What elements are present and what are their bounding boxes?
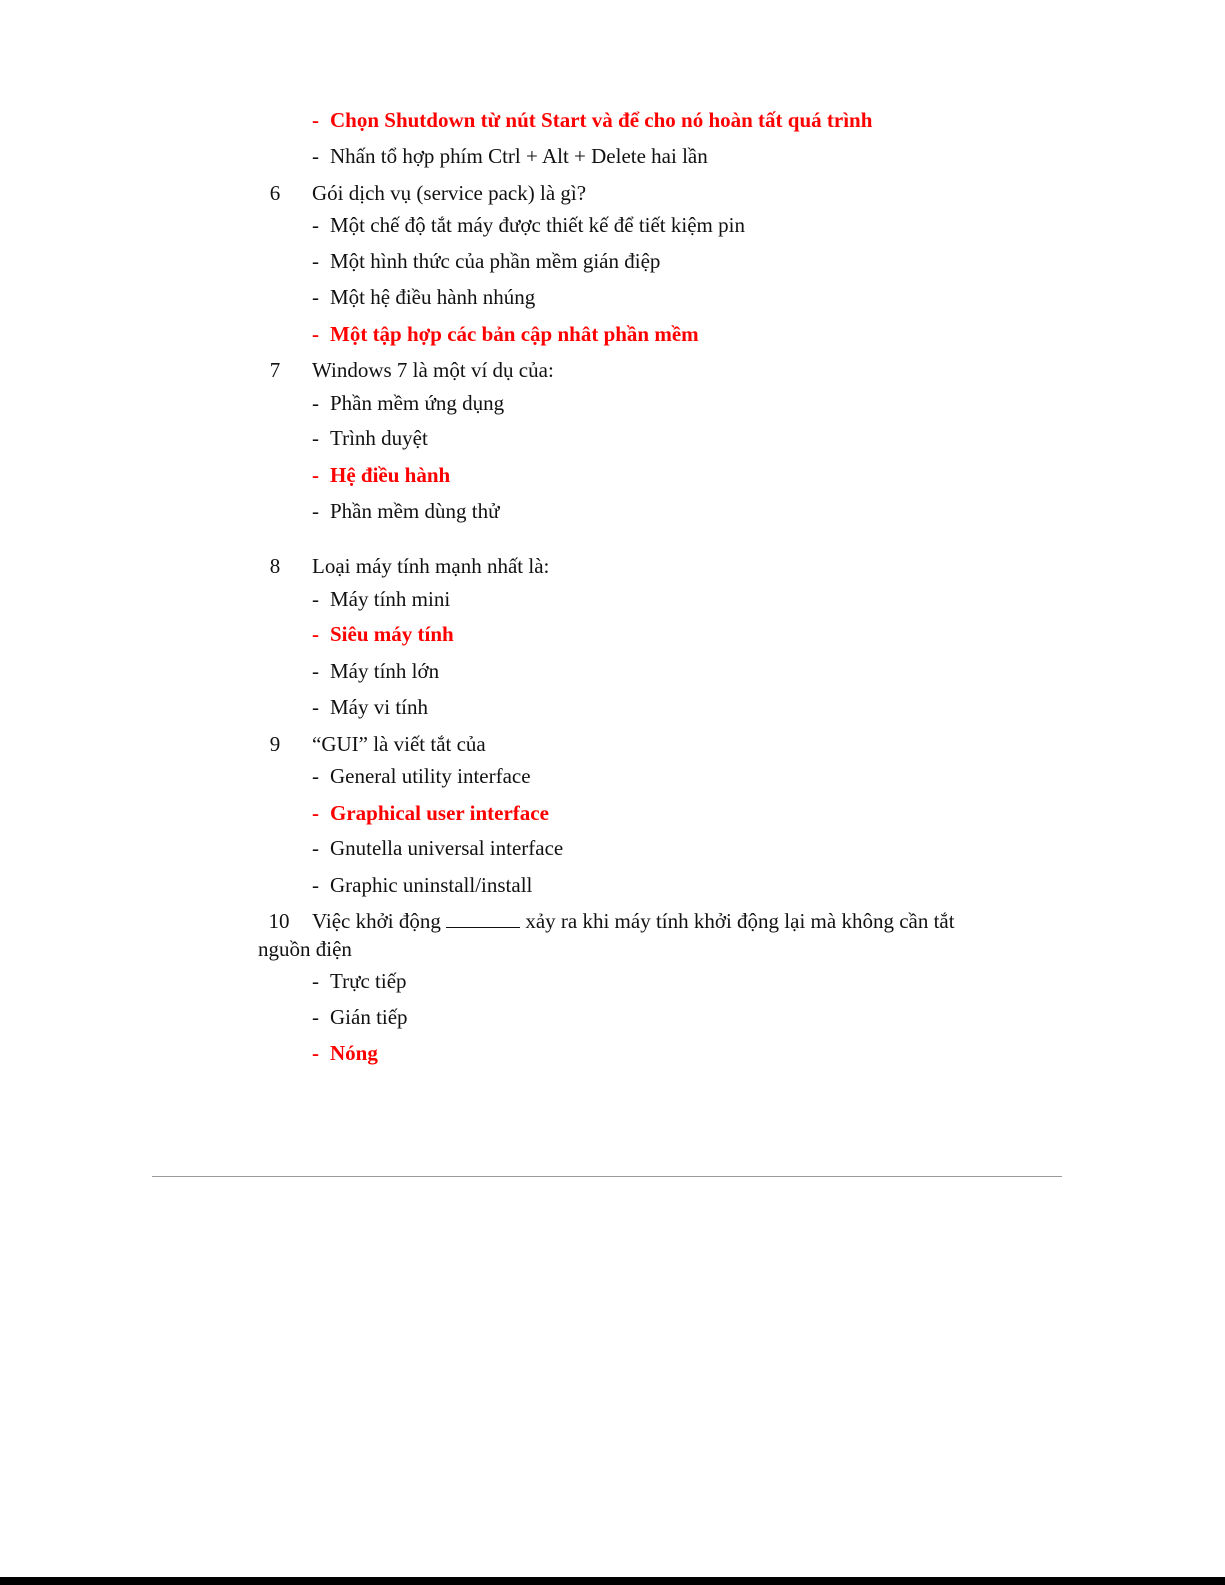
answer-option bbox=[312, 284, 535, 310]
answer-option bbox=[312, 658, 439, 684]
option-dash: - bbox=[312, 873, 319, 897]
option-dash: - bbox=[312, 213, 319, 237]
question-text: Gói dịch vụ (service pack) là gì? bbox=[312, 181, 587, 205]
option-dash: - bbox=[312, 391, 319, 415]
option-text: Máy tính mini bbox=[330, 587, 451, 611]
answer-option bbox=[312, 694, 428, 720]
option-text: Một hệ điều hành nhúng bbox=[330, 285, 536, 309]
answer-option bbox=[312, 763, 531, 789]
footer-divider bbox=[152, 1176, 1062, 1177]
option-text: Graphical user interface bbox=[330, 801, 549, 825]
option-text: Máy vi tính bbox=[330, 695, 428, 719]
question-number: 9 bbox=[269, 732, 281, 756]
option-dash: - bbox=[312, 622, 319, 646]
option-dash: - bbox=[312, 285, 319, 309]
question-number: 10 bbox=[268, 909, 290, 933]
question-text: “GUI” là viết tắt của bbox=[312, 732, 486, 756]
option-text: Siêu máy tính bbox=[330, 622, 454, 646]
option-dash: - bbox=[312, 1041, 319, 1065]
option-text: Trình duyệt bbox=[330, 426, 428, 450]
option-dash: - bbox=[312, 695, 319, 719]
option-text: Một hình thức của phần mềm gián điệp bbox=[330, 249, 661, 273]
option-dash: - bbox=[312, 764, 319, 788]
answer-option bbox=[312, 968, 407, 994]
option-text: Một chế độ tắt máy được thiết kế để tiết kiệm pin bbox=[330, 213, 745, 237]
question-text-after: xảy ra khi máy tính khởi động lại mà không cần tắt bbox=[525, 909, 955, 933]
option-text: Phần mềm dùng thử bbox=[330, 499, 500, 523]
question-text-before: Việc khởi động bbox=[312, 909, 441, 933]
answer-option bbox=[312, 390, 504, 416]
answer-option bbox=[312, 425, 428, 451]
answer-option bbox=[312, 212, 745, 238]
option-text: Gnutella universal interface bbox=[330, 836, 564, 860]
option-dash: - bbox=[312, 426, 319, 450]
option-dash: - bbox=[312, 836, 319, 860]
option-text: Chọn Shutdown từ nút Start và để cho nó hoàn tất quá trình bbox=[330, 108, 873, 132]
option-text: Hệ điều hành bbox=[330, 463, 451, 487]
option-dash: - bbox=[312, 144, 319, 168]
option-dash: - bbox=[312, 108, 319, 132]
answer-option-correct bbox=[312, 621, 454, 647]
answer-option-correct bbox=[312, 321, 699, 347]
question-text: Loại máy tính mạnh nhất là: bbox=[312, 554, 550, 578]
question-number: 8 bbox=[269, 554, 281, 578]
option-text: Nóng bbox=[330, 1041, 378, 1065]
page-bottom-edge bbox=[0, 1577, 1225, 1585]
option-dash: - bbox=[312, 587, 319, 611]
answer-option bbox=[312, 1004, 408, 1030]
question-text bbox=[312, 908, 955, 934]
question-number: 6 bbox=[269, 181, 281, 205]
option-dash: - bbox=[312, 249, 319, 273]
question-number: 7 bbox=[269, 358, 281, 382]
option-text: Gián tiếp bbox=[330, 1005, 408, 1029]
option-text: Trực tiếp bbox=[330, 969, 407, 993]
answer-option bbox=[312, 835, 563, 861]
option-dash: - bbox=[312, 322, 319, 346]
answer-option-correct bbox=[312, 1040, 378, 1066]
question-text: Windows 7 là một ví dụ của: bbox=[312, 358, 554, 382]
question-text-continuation: nguồn điện bbox=[258, 937, 352, 961]
option-text: General utility interface bbox=[330, 764, 531, 788]
option-text: Graphic uninstall/install bbox=[330, 873, 533, 897]
option-dash: - bbox=[312, 969, 319, 993]
option-text: Nhấn tổ hợp phím Ctrl + Alt + Delete hai lần bbox=[330, 144, 708, 168]
answer-option-correct bbox=[312, 107, 872, 133]
fill-in-blank bbox=[446, 909, 520, 928]
answer-option bbox=[312, 498, 499, 524]
answer-option bbox=[312, 872, 532, 898]
answer-option bbox=[312, 143, 708, 169]
option-text: Một tập hợp các bản cập nhât phần mềm bbox=[330, 322, 699, 346]
option-dash: - bbox=[312, 801, 319, 825]
option-dash: - bbox=[312, 499, 319, 523]
option-dash: - bbox=[312, 659, 319, 683]
option-text: Phần mềm ứng dụng bbox=[330, 391, 505, 415]
answer-option-correct bbox=[312, 800, 549, 826]
answer-option-correct bbox=[312, 462, 450, 488]
option-dash: - bbox=[312, 1005, 319, 1029]
answer-option bbox=[312, 586, 450, 612]
option-dash: - bbox=[312, 463, 319, 487]
option-text: Máy tính lớn bbox=[330, 659, 440, 683]
answer-option bbox=[312, 248, 660, 274]
